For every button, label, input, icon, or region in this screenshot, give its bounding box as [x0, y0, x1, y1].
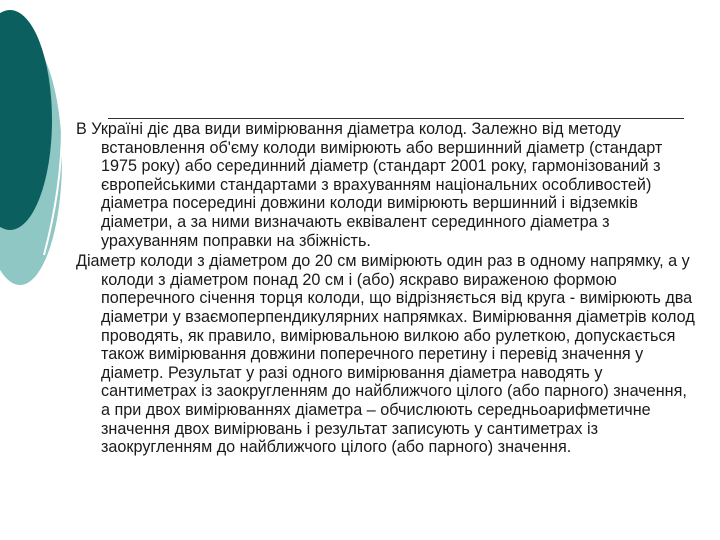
- slide-body: [76, 120, 696, 459]
- paragraph-measurement-types: В Україні діє два види вимірювання діаметра колод. Залежно від методу встановлення об'єму колоди вимірюють або вершинний діаметр (стандарт 1975 року) або серединний діаметр (стандарт 2001 року, гармонізований з європейськими стандартами з врахуванням національних особливостей) діаметра посередині довжини колоди вимірюють вершинний і відземків діаметри, а за ними визначають еквівалент серединного діаметра з урахуванням поправки на збіжність.: [76, 120, 663, 250]
- paragraph-measurement-procedure: Діаметр колоди з діаметром до 20 см вимірюють один раз в одному напрямку, а у колоди з діаметром понад 20 см і (або) яскраво вираженою формою поперечного січення торця колоди, що відрізняється від круга - вимірюють два діаметри у взаємоперпендикулярних напрямках. Вимірювання діаметрів колод проводять, як правило, вимірювальною вилкою або рулеткою, допускається також вимірювання довжини поперечного перетину і перевід значення у діаметр. Результат у разі одного вимірювання діаметра наводять у сантиметрах із заокругленням до найближчого цілого (або парного) значення, а при двох вимірюваннях діаметра – обчислюють середньоарифметичне значення двох вимірювань і результат записують у сантиметрах із заокругленням до найближчого цілого (або парного) значення.: [76, 252, 695, 457]
- title-underline: [108, 118, 684, 119]
